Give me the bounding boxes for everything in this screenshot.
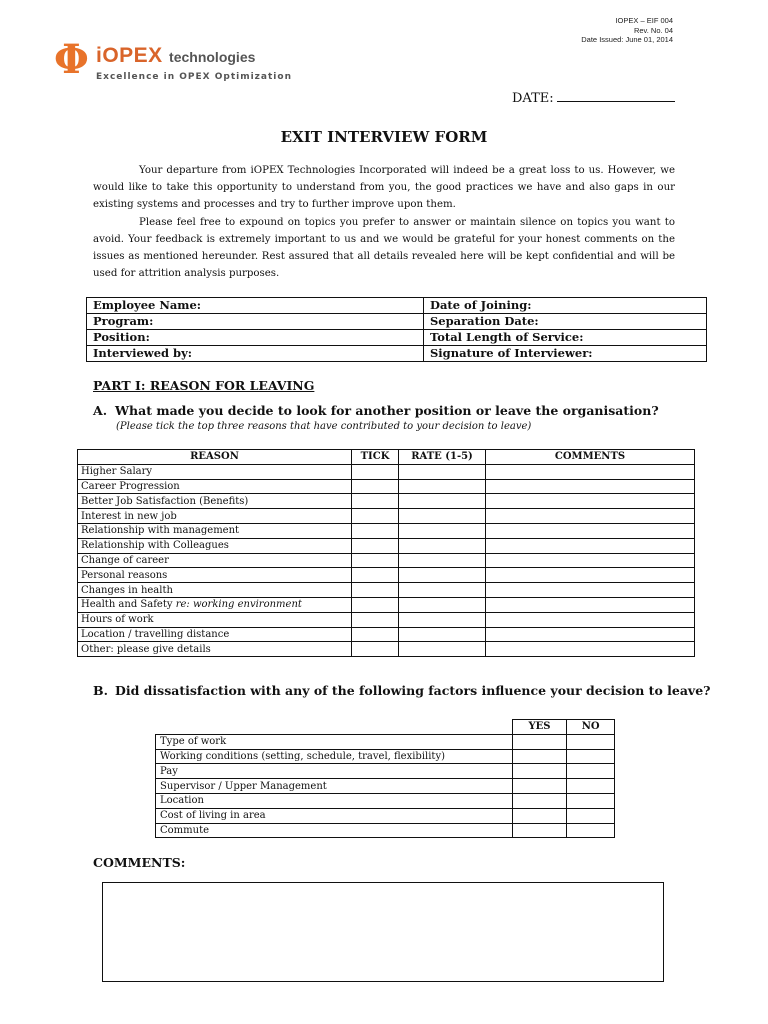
header-comments: COMMENTS xyxy=(486,450,695,465)
no-cell[interactable] xyxy=(567,764,615,779)
table-row xyxy=(156,793,615,808)
yes-cell[interactable] xyxy=(512,793,567,808)
yes-cell[interactable] xyxy=(512,749,567,764)
comment-cell[interactable] xyxy=(486,523,695,538)
factor-label: Commute xyxy=(156,823,513,838)
reason-health-note: re: working environment xyxy=(175,599,302,611)
factor-label: Supervisor / Upper Management xyxy=(156,779,513,794)
question-a-note: (Please tick the top three reasons that have contributed to your decision to leave) xyxy=(116,421,532,432)
table-row xyxy=(156,764,615,779)
no-cell[interactable] xyxy=(567,749,615,764)
table-row xyxy=(156,779,615,794)
comment-cell[interactable] xyxy=(486,479,695,494)
table-row xyxy=(78,509,695,524)
position-cell[interactable]: Position: xyxy=(87,330,424,346)
table-row xyxy=(78,464,695,479)
reason-label: Changes in health xyxy=(78,583,352,598)
header-tick: TICK xyxy=(352,450,399,465)
tick-cell[interactable] xyxy=(352,523,399,538)
comment-cell[interactable] xyxy=(486,553,695,568)
question-a xyxy=(93,403,659,418)
length-of-service-cell[interactable]: Total Length of Service: xyxy=(424,330,707,346)
separation-date-cell[interactable]: Separation Date: xyxy=(424,314,707,330)
table-row xyxy=(78,583,695,598)
comment-cell[interactable] xyxy=(486,627,695,642)
yes-cell[interactable] xyxy=(512,823,567,838)
tick-cell[interactable] xyxy=(352,612,399,627)
comment-cell[interactable] xyxy=(486,583,695,598)
date-line[interactable] xyxy=(557,90,675,102)
reason-label: Relationship with Colleagues xyxy=(78,538,352,553)
header-reason: REASON xyxy=(78,450,352,465)
part1-heading: PART I: REASON FOR LEAVING xyxy=(93,378,315,393)
reason-label: Career Progression xyxy=(78,479,352,494)
date-label: DATE: xyxy=(512,91,554,106)
header-yes: YES xyxy=(512,720,567,735)
factors-table xyxy=(155,719,615,838)
table-row xyxy=(78,479,695,494)
comment-cell[interactable] xyxy=(486,568,695,583)
yes-cell[interactable] xyxy=(512,808,567,823)
rate-cell[interactable] xyxy=(399,583,486,598)
comment-cell[interactable] xyxy=(486,464,695,479)
intro-text-1: Your departure from iOPEX Technologies Incorporated will indeed be a great loss to us. However, we would like to take this opportunity to understand from you, the good practices we have and also gaps in our existing systems and processes and try to further improve upon them. xyxy=(93,165,675,210)
tick-cell[interactable] xyxy=(352,479,399,494)
comment-cell[interactable] xyxy=(486,597,695,612)
form-title: EXIT INTERVIEW FORM xyxy=(280,128,488,146)
factor-label: Pay xyxy=(156,764,513,779)
rate-cell[interactable] xyxy=(399,627,486,642)
comments-textbox[interactable] xyxy=(102,882,664,982)
tick-cell[interactable] xyxy=(352,627,399,642)
employee-info-table xyxy=(86,297,707,362)
table-row xyxy=(156,823,615,838)
yes-cell[interactable] xyxy=(512,764,567,779)
reason-label: Hours of work xyxy=(78,612,352,627)
table-row xyxy=(87,346,707,362)
logo-name: iOPEX xyxy=(96,44,163,67)
table-row xyxy=(78,523,695,538)
table-row xyxy=(78,597,695,612)
reason-label: Location / travelling distance xyxy=(78,627,352,642)
yes-cell[interactable] xyxy=(512,734,567,749)
no-cell[interactable] xyxy=(567,793,615,808)
table-row xyxy=(87,298,707,314)
tick-cell[interactable] xyxy=(352,597,399,612)
no-cell[interactable] xyxy=(567,808,615,823)
interviewer-signature-cell[interactable]: Signature of Interviewer: xyxy=(424,346,707,362)
question-b-label: B. xyxy=(93,683,108,698)
header-rate: RATE (1-5) xyxy=(399,450,486,465)
table-row xyxy=(87,330,707,346)
reason-label: Interest in new job xyxy=(78,509,352,524)
tick-cell[interactable] xyxy=(352,509,399,524)
tick-cell[interactable] xyxy=(352,568,399,583)
table-row xyxy=(156,808,615,823)
employee-name-cell[interactable]: Employee Name: xyxy=(87,298,424,314)
comment-cell[interactable] xyxy=(486,642,695,657)
factor-label: Location xyxy=(156,793,513,808)
reason-label: Change of career xyxy=(78,553,352,568)
table-header-row xyxy=(78,450,695,465)
table-row xyxy=(78,538,695,553)
rate-cell[interactable] xyxy=(399,568,486,583)
document-meta xyxy=(581,16,673,45)
factor-label: Working conditions (setting, schedule, travel, flexibility) xyxy=(156,749,513,764)
table-row xyxy=(156,749,615,764)
comment-cell[interactable] xyxy=(486,494,695,509)
logo-tagline: Excellence in OPEX Optimization xyxy=(96,72,292,82)
tick-cell[interactable] xyxy=(352,642,399,657)
factor-label: Cost of living in area xyxy=(156,808,513,823)
rate-cell[interactable] xyxy=(399,538,486,553)
factor-label: Type of work xyxy=(156,734,513,749)
reason-label: Other: please give details xyxy=(78,642,352,657)
tick-cell[interactable] xyxy=(352,464,399,479)
comments-label: COMMENTS: xyxy=(93,855,186,870)
revision: Rev. No. 04 xyxy=(633,25,673,35)
rate-cell[interactable] xyxy=(399,612,486,627)
doc-code: IOPEX – EIF 004 xyxy=(615,16,673,25)
rate-cell[interactable] xyxy=(399,597,486,612)
table-row xyxy=(78,494,695,509)
tick-cell[interactable] xyxy=(352,494,399,509)
reason-label xyxy=(78,597,352,612)
table-row xyxy=(78,612,695,627)
interviewed-by-cell[interactable]: Interviewed by: xyxy=(87,346,424,362)
tick-cell[interactable] xyxy=(352,583,399,598)
header-blank xyxy=(156,720,513,735)
header-no: NO xyxy=(567,720,615,735)
question-a-label: A. xyxy=(93,403,108,418)
table-row xyxy=(78,627,695,642)
reason-label: Higher Salary xyxy=(78,464,352,479)
program-cell[interactable]: Program: xyxy=(87,314,424,330)
rate-cell[interactable] xyxy=(399,479,486,494)
question-b-text: Did dissatisfaction with any of the following factors influence your decision to leave? xyxy=(115,683,711,698)
reasons-table xyxy=(77,449,695,657)
reason-label: Better Job Satisfaction (Benefits) xyxy=(78,494,352,509)
date-of-joining-cell[interactable]: Date of Joining: xyxy=(424,298,707,314)
no-cell[interactable] xyxy=(567,823,615,838)
comment-cell[interactable] xyxy=(486,509,695,524)
rate-cell[interactable] xyxy=(399,464,486,479)
logo-phi-icon: Φ xyxy=(54,36,89,83)
date-issued: Date Issued: June 01, 2014 xyxy=(581,35,673,44)
date-field xyxy=(512,90,675,106)
comment-cell[interactable] xyxy=(486,538,695,553)
table-row xyxy=(78,642,695,657)
intro-paragraph-1 xyxy=(93,162,675,213)
table-row xyxy=(78,553,695,568)
rate-cell[interactable] xyxy=(399,523,486,538)
table-row xyxy=(87,314,707,330)
no-cell[interactable] xyxy=(567,779,615,794)
intro-text-2: Please feel free to expound on topics you prefer to answer or maintain silence on topics you want to avoid. Your feedback is extremely important to us and we would be grateful for your honest comments on the issues as mentioned hereunder. Rest assured that all details revealed here will be kept confidential and will be used for attrition analysis purposes. xyxy=(93,217,675,279)
reason-label: Relationship with management xyxy=(78,523,352,538)
no-cell[interactable] xyxy=(567,734,615,749)
rate-cell[interactable] xyxy=(399,494,486,509)
logo-suffix: technologies xyxy=(169,49,256,65)
rate-cell[interactable] xyxy=(399,509,486,524)
table-header-row xyxy=(156,720,615,735)
yes-cell[interactable] xyxy=(512,779,567,794)
reason-health-safety: Health and Safety xyxy=(81,599,173,611)
comment-cell[interactable] xyxy=(486,612,695,627)
tick-cell[interactable] xyxy=(352,538,399,553)
logo-wordmark xyxy=(96,44,255,68)
tick-cell[interactable] xyxy=(352,553,399,568)
reason-label: Personal reasons xyxy=(78,568,352,583)
rate-cell[interactable] xyxy=(399,642,486,657)
question-b xyxy=(93,683,710,698)
question-a-text: What made you decide to look for another position or leave the organisation? xyxy=(115,403,659,418)
intro-paragraph-2 xyxy=(93,214,675,282)
table-row xyxy=(156,734,615,749)
table-row xyxy=(78,568,695,583)
rate-cell[interactable] xyxy=(399,553,486,568)
